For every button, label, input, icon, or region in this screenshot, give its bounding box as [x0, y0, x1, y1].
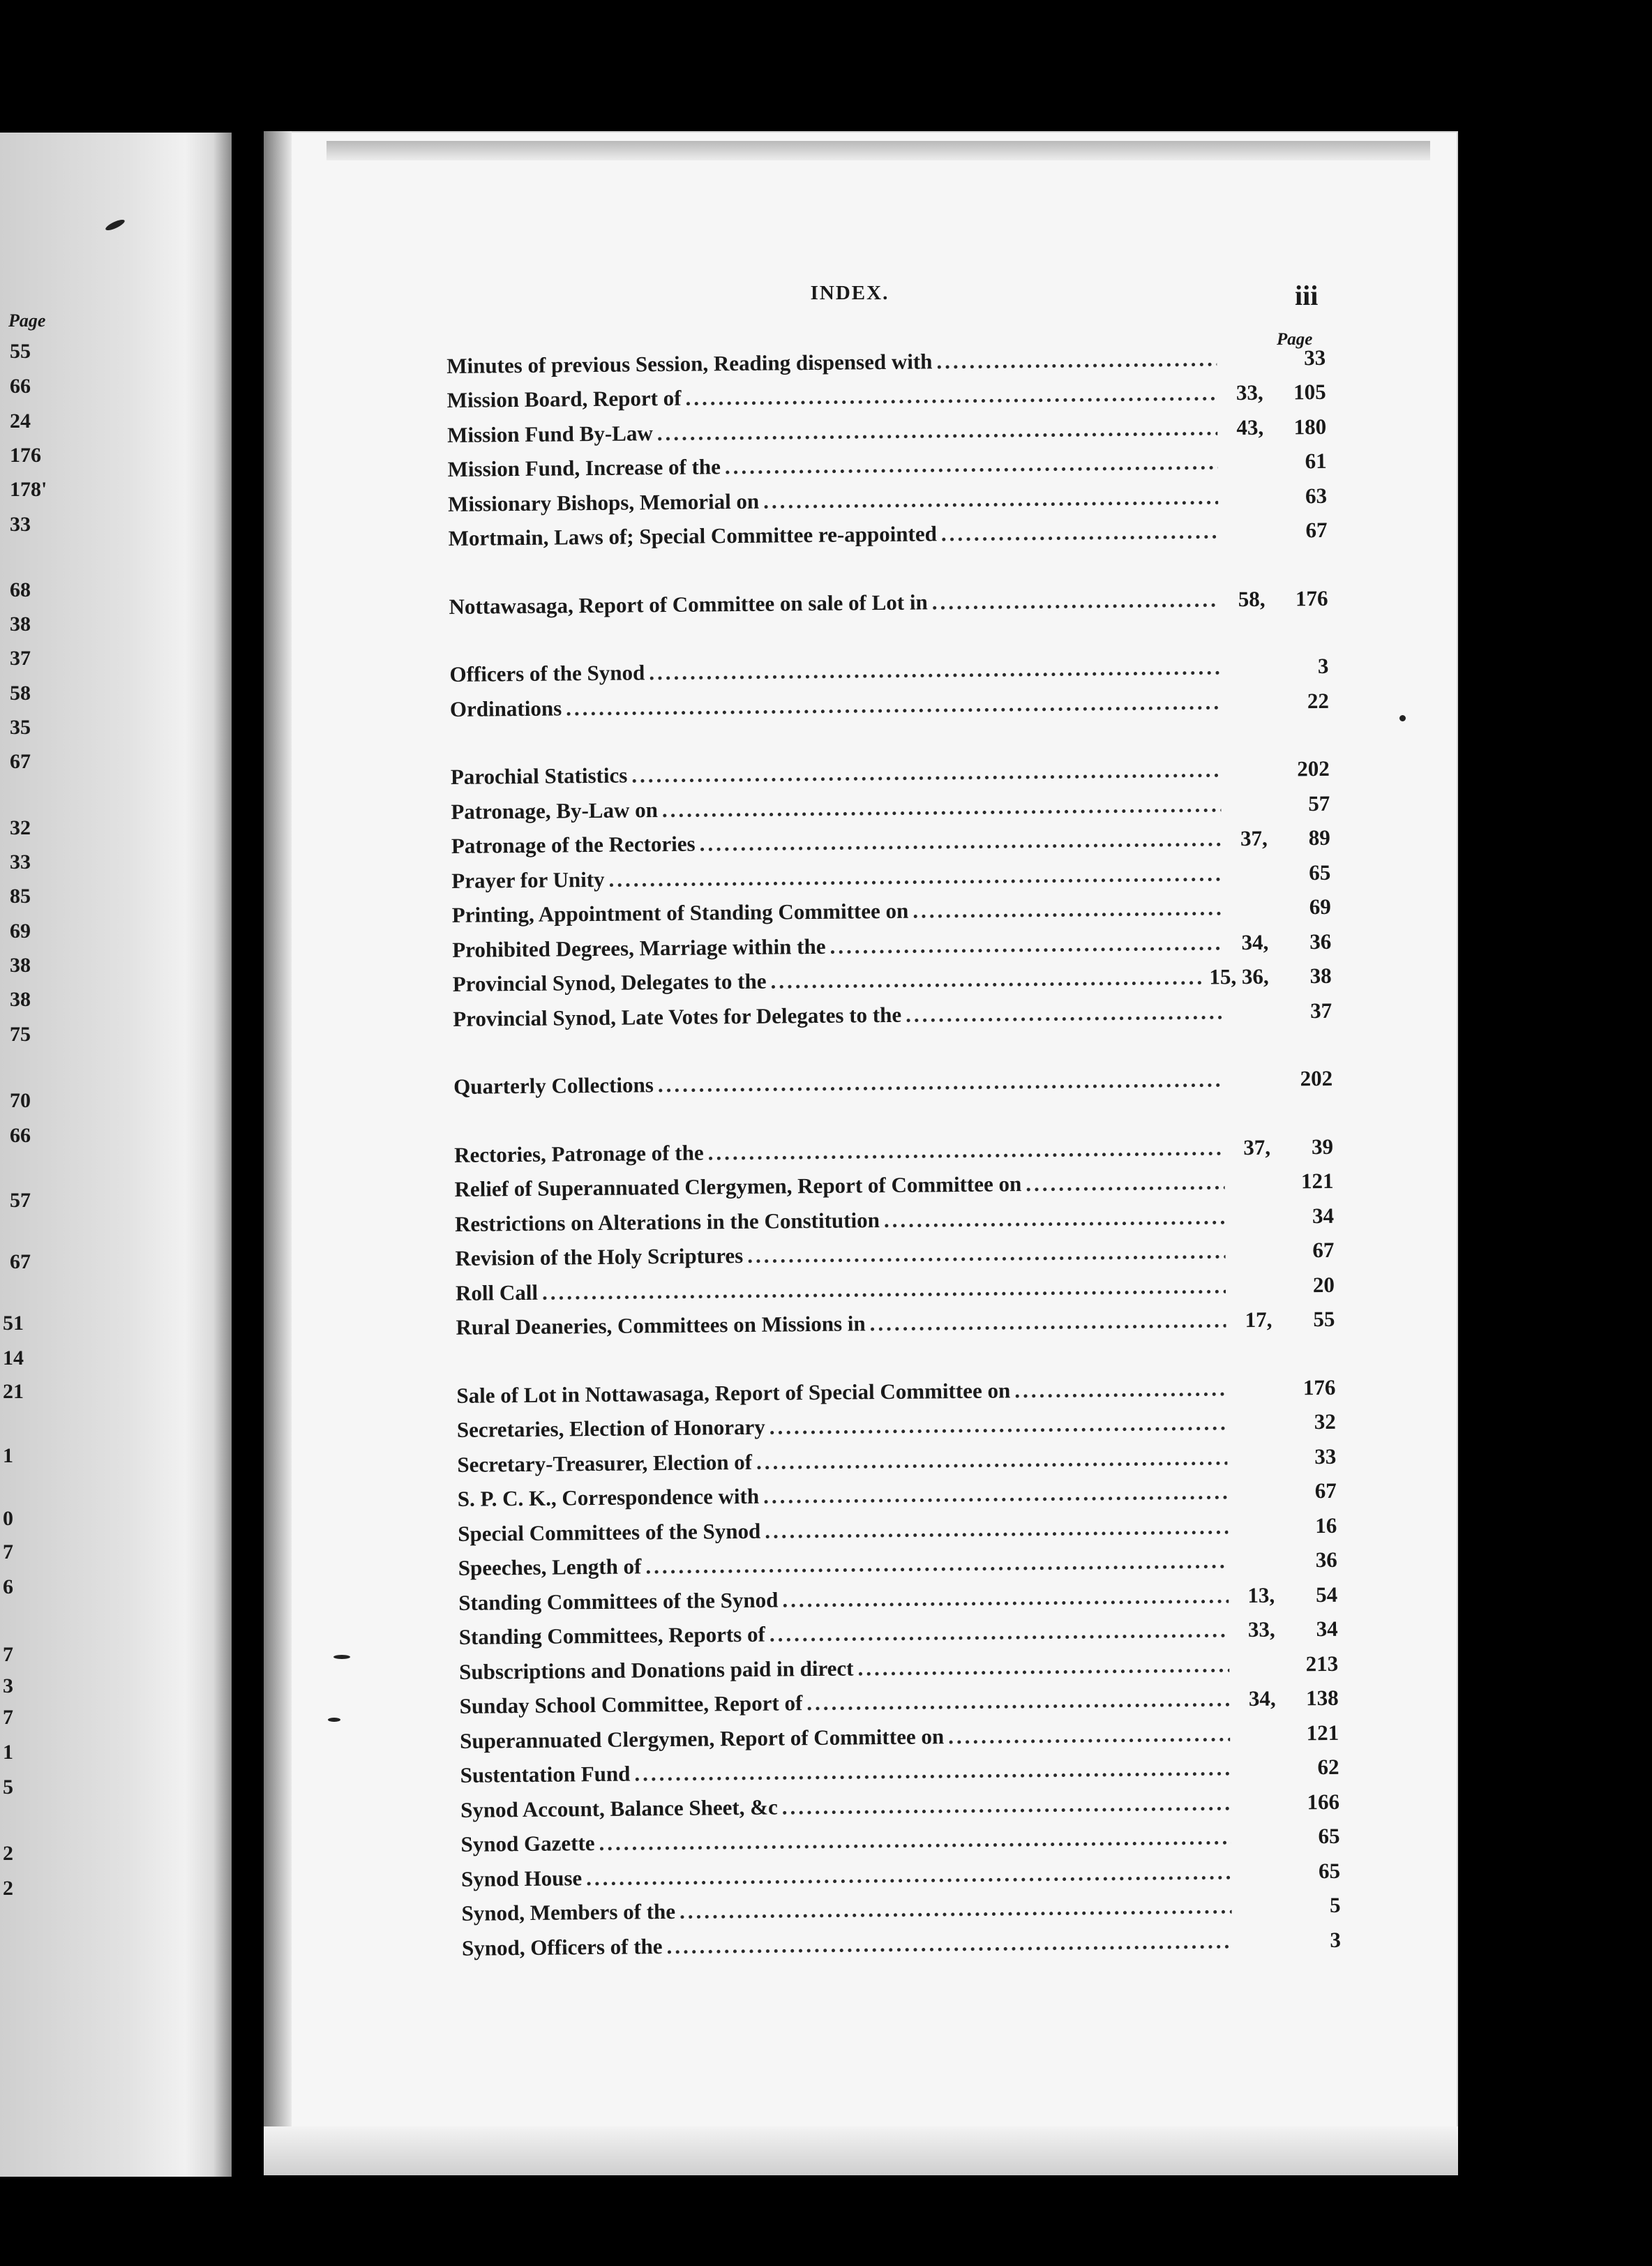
entry-pages [1227, 1011, 1269, 1012]
left-page-number: 38 [10, 988, 31, 1011]
entry-term: Mortmain, Laws of; Special Committee re-appointed [448, 521, 938, 551]
entry-term: Mission Fund, Increase of the [447, 454, 721, 482]
entry-pages [1223, 531, 1265, 532]
left-page-number: 14 [3, 1346, 24, 1370]
dot-leader [649, 655, 1219, 686]
dot-leader [658, 1067, 1224, 1098]
left-page-number: 3 [3, 1674, 13, 1697]
left-page-number: 21 [3, 1380, 24, 1403]
dot-leader [542, 1273, 1226, 1305]
dot-leader [913, 896, 1222, 924]
entry-pages: 33, [1247, 1616, 1275, 1642]
entry-page-number: 62 [1317, 1755, 1339, 1780]
entry-pages [1224, 667, 1266, 668]
left-page-number: 85 [10, 885, 31, 908]
left-page-number: 37 [10, 647, 31, 670]
entry-pages: 34, [1241, 929, 1269, 954]
entry-page-number: 138 [1305, 1686, 1339, 1711]
entry-term: Revision of the Holy Scriptures [455, 1243, 744, 1271]
entry-term: Provincial Synod, Delegates to the [452, 968, 767, 997]
dot-leader [586, 1859, 1231, 1891]
entry-pages [1230, 1285, 1272, 1286]
entry-pages [1229, 1251, 1271, 1252]
entry-page-number: 55 [1313, 1307, 1335, 1332]
ink-speck [333, 1655, 350, 1659]
ink-speck [328, 1718, 340, 1722]
left-page-number: 2 [3, 1877, 13, 1900]
entry-page-number: 176 [1302, 1374, 1336, 1400]
page-title: INDEX. [810, 282, 889, 304]
dot-leader [763, 1480, 1228, 1509]
entry-pages [1228, 1079, 1270, 1080]
page-number: iii [1295, 280, 1319, 311]
dot-leader [566, 689, 1220, 721]
entry-page-number: 61 [1305, 449, 1327, 474]
entry-page-number: 89 [1308, 825, 1330, 850]
entry-term: Secretaries, Election of Honorary [456, 1414, 765, 1443]
entry-page-number: 39 [1311, 1134, 1334, 1159]
entry-term: Patronage, By-Law on [451, 797, 659, 824]
left-page-number: 55 [10, 340, 31, 363]
entry-page-number: 65 [1318, 1858, 1341, 1883]
entry-page-number: 5 [1329, 1893, 1341, 1918]
entry-page-number: 54 [1316, 1582, 1338, 1607]
entry-page-number: 121 [1306, 1720, 1339, 1746]
dot-leader [756, 1445, 1228, 1474]
left-page-number: 1 [3, 1444, 13, 1467]
dot-leader [645, 1549, 1229, 1580]
entry-page-number: 202 [1297, 756, 1330, 781]
left-page-number: 67 [10, 750, 31, 773]
entry-term: Parochial Statistics [450, 763, 628, 790]
dot-leader [884, 1204, 1225, 1233]
entry-page-number: 67 [1314, 1478, 1337, 1503]
entry-term: Sustentation Fund [460, 1761, 631, 1788]
left-page-number: 1 [3, 1741, 13, 1764]
entry-term: Speeches, Length of [458, 1554, 642, 1581]
entry-page-number: 34 [1312, 1203, 1335, 1228]
left-page-number: 33 [10, 513, 31, 536]
entry-pages: 58, [1238, 586, 1266, 611]
dot-leader [936, 346, 1217, 374]
entry-page-number: 3 [1317, 654, 1329, 679]
entry-page-number: 63 [1305, 483, 1328, 508]
entry-pages [1236, 1906, 1277, 1907]
entry-pages [1229, 1182, 1271, 1183]
left-page-number: 7 [3, 1643, 13, 1666]
dot-leader [769, 1618, 1229, 1647]
entry-term: Nottawasaga, Report of Committee on sale of Lot in [449, 590, 928, 619]
left-page-number: 7 [3, 1706, 13, 1729]
entry-page-number: 33 [1314, 1443, 1337, 1469]
entry-pages: 33, [1236, 380, 1263, 405]
entry-page-number: 67 [1305, 518, 1328, 543]
entry-term: Officers of the Synod [449, 660, 645, 687]
entry-term: Prayer for Unity [451, 866, 605, 893]
dot-leader [948, 1721, 1230, 1749]
entry-pages [1235, 1768, 1277, 1769]
entry-pages: 13, [1247, 1582, 1275, 1607]
entry-pages [1235, 1802, 1277, 1803]
left-page-number: 51 [3, 1312, 24, 1335]
dot-leader [634, 1756, 1231, 1787]
left-page-number: 70 [10, 1089, 31, 1112]
dot-leader [782, 1583, 1229, 1612]
entry-pages: 15, 36, [1209, 963, 1269, 989]
entry-page-number: 105 [1293, 380, 1326, 405]
dot-leader [870, 1308, 1226, 1337]
entry-term: Restrictions on Alterations in the Constitution [454, 1207, 880, 1236]
entry-term: Secretary-Treasurer, Election of [457, 1449, 753, 1477]
entry-page-number: 180 [1293, 414, 1327, 440]
dot-leader [765, 1514, 1228, 1543]
entry-term: Synod Account, Balance Sheet, &c [460, 1794, 778, 1822]
left-page-fragment [0, 133, 232, 2177]
entry-page-number: 36 [1315, 1547, 1337, 1573]
entry-pages [1224, 701, 1266, 702]
entry-page-number: 33 [1304, 345, 1326, 370]
entry-term: Synod House [460, 1865, 583, 1891]
entry-pages [1234, 1733, 1276, 1734]
entry-term: Ordinations [449, 696, 562, 721]
left-page-number: 7 [3, 1540, 13, 1563]
entry-page-number: 65 [1318, 1824, 1340, 1849]
dot-leader [806, 1687, 1230, 1716]
dot-leader [829, 930, 1222, 959]
left-page-number: 38 [10, 954, 31, 977]
dot-leader [932, 587, 1219, 615]
dot-leader [679, 1894, 1232, 1925]
entry-pages [1233, 1664, 1275, 1665]
dot-leader [857, 1652, 1229, 1681]
entry-pages [1236, 1837, 1277, 1838]
page-column-heading: Page [1277, 330, 1313, 349]
entry-pages [1222, 462, 1264, 463]
entry-term: Synod, Members of the [461, 1899, 676, 1926]
dot-leader [699, 827, 1222, 857]
left-page-number: 67 [10, 1250, 31, 1273]
entry-term: Mission Board, Report of [446, 386, 682, 413]
entry-page-number: 202 [1300, 1066, 1333, 1091]
entry-page-number: 38 [1309, 963, 1332, 989]
entry-page-number: 121 [1300, 1169, 1334, 1194]
dot-leader [782, 1790, 1231, 1819]
entry-term: Rural Deaneries, Committees on Missions in [456, 1311, 866, 1340]
left-page-number: 0 [3, 1507, 13, 1530]
dot-leader [662, 792, 1222, 823]
left-page-column-heading: Page [8, 310, 46, 331]
index-list [446, 340, 1341, 1965]
dot-leader [941, 519, 1219, 547]
entry-term: Special Committees of the Synod [458, 1518, 761, 1546]
entry-page-number: 32 [1314, 1409, 1336, 1434]
entry-term: Quarterly Collections [453, 1072, 654, 1100]
dot-leader [707, 1135, 1224, 1165]
entry-pages: 37, [1240, 825, 1268, 851]
dot-leader [763, 484, 1218, 513]
entry-pages: 34, [1248, 1686, 1276, 1711]
entry-term: Superannuated Clergymen, Report of Committee on [459, 1723, 945, 1753]
entry-term: S. P. C. K., Correspondence with [457, 1484, 760, 1512]
left-page-number: 33 [10, 850, 31, 873]
left-page-number: 69 [10, 920, 31, 943]
left-page-number: 66 [10, 1124, 31, 1147]
entry-term: Standing Committees of the Synod [458, 1587, 779, 1615]
entry-pages: 17, [1245, 1307, 1272, 1333]
dot-leader [657, 415, 1218, 446]
entry-term: Printing, Appointment of Standing Committee on [451, 898, 909, 928]
entry-term: Provincial Synod, Late Votes for Delegates to the [453, 1002, 902, 1031]
dot-leader [685, 381, 1217, 411]
entry-term: Rectories, Patronage of the [453, 1140, 704, 1167]
dot-leader [770, 965, 1205, 994]
dot-leader [1026, 1170, 1225, 1197]
entry-page-number: 22 [1307, 688, 1330, 713]
entry-page-number: 57 [1308, 790, 1330, 816]
dot-leader [608, 861, 1222, 892]
left-page-number: 178' [10, 478, 47, 501]
entry-page-number: 65 [1309, 860, 1331, 885]
entry-pages [1236, 1940, 1278, 1941]
entry-page-number: 16 [1315, 1513, 1337, 1538]
left-page-number: 176 [10, 444, 41, 467]
entry-page-number: 166 [1307, 1789, 1340, 1815]
entry-page-number: 3 [1330, 1927, 1342, 1952]
entry-page-number: 69 [1309, 894, 1331, 920]
entry-page-number: 67 [1312, 1238, 1335, 1263]
entry-term: Minutes of previous Session, Reading dispensed with [446, 349, 933, 378]
entry-pages [1229, 1216, 1271, 1217]
entry-page-number: 37 [1309, 998, 1332, 1023]
left-page-number: 38 [10, 613, 31, 636]
left-page-number: 75 [10, 1023, 31, 1046]
entry-term: Synod Gazette [460, 1831, 595, 1857]
left-page-number: 24 [10, 410, 31, 433]
entry-page-number: 36 [1309, 929, 1332, 954]
entry-term: Standing Committees, Reports of [458, 1621, 766, 1650]
entry-term: Synod, Officers of the [461, 1933, 663, 1960]
entry-term: Patronage of the Rectories [451, 831, 696, 859]
entry-term: Roll Call [455, 1280, 539, 1305]
entry-page-number: 213 [1305, 1651, 1339, 1676]
dot-leader [906, 999, 1223, 1027]
entry-term: Subscriptions and Donations paid in direct [459, 1656, 854, 1684]
left-page-number: 68 [10, 578, 31, 601]
entry-term: Sale of Lot in Nottawasaga, Report of Special Committee on [456, 1378, 1011, 1408]
dot-leader [1014, 1376, 1226, 1403]
dot-leader [725, 450, 1218, 480]
entry-page-number: 34 [1316, 1616, 1338, 1642]
left-page-number: 35 [10, 716, 31, 739]
entry-page-number: 20 [1312, 1272, 1335, 1297]
entry-term: Relief of Superannuated Clergymen, Report of Committee on [454, 1171, 1022, 1202]
dot-leader [666, 1928, 1232, 1959]
entry-pages: 37, [1243, 1134, 1271, 1160]
dot-leader [769, 1411, 1227, 1440]
dot-leader [631, 758, 1221, 788]
left-page-number: 32 [10, 816, 31, 839]
entry-term: Prohibited Degrees, Marriage within the [452, 933, 826, 962]
entry-term: Missionary Bishops, Memorial on [447, 488, 760, 516]
left-page-number: 5 [3, 1776, 13, 1799]
left-page-number: 66 [10, 375, 31, 398]
left-page-number: 58 [10, 682, 31, 705]
left-page-number: 6 [3, 1575, 13, 1598]
left-page-number: 57 [10, 1189, 31, 1212]
dot-leader [747, 1239, 1226, 1269]
entry-pages [1236, 1871, 1277, 1872]
entry-term: Sunday School Committee, Report of [459, 1690, 803, 1719]
entry-term: Mission Fund By-Law [447, 420, 653, 447]
left-page-number: 2 [3, 1842, 13, 1865]
page-edge-shadow [326, 141, 1430, 160]
ink-speck [1399, 715, 1406, 721]
entry-pages: 43, [1236, 414, 1264, 440]
dot-leader [599, 1825, 1231, 1856]
entry-page-number: 176 [1295, 585, 1328, 611]
